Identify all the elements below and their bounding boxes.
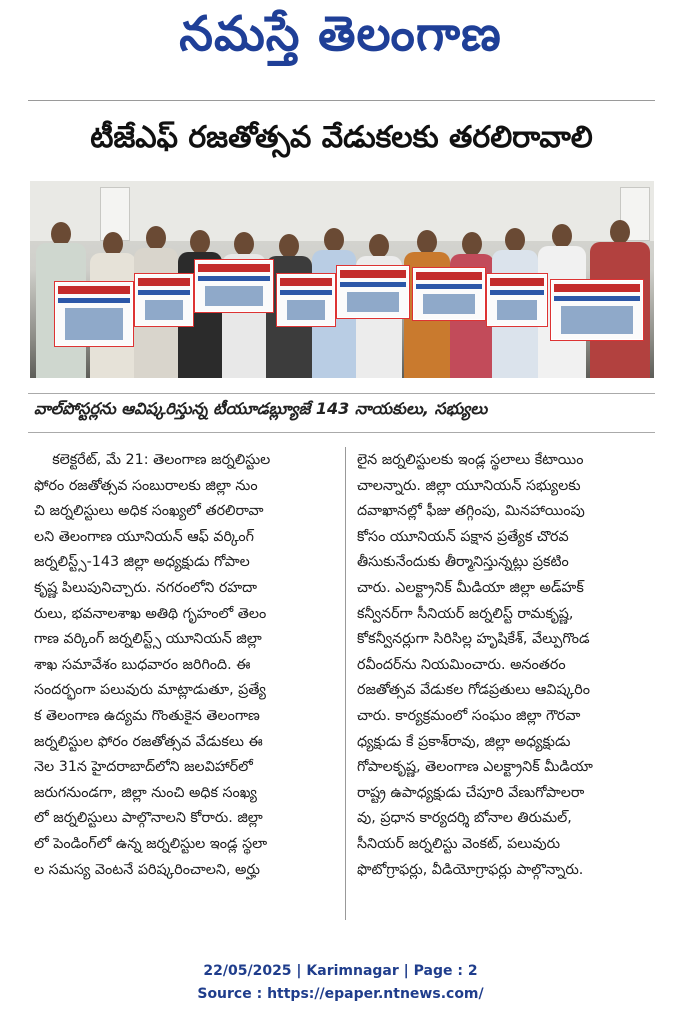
masthead-logo: నమస్తే తెలంగాణ <box>179 6 502 62</box>
article-line: చారు. కార్యక్రమంలో సంఘం జిల్లా గౌరవా <box>357 707 581 724</box>
article-line: జర్నలిస్టుల ఫోరం రజతోత్సవ వేడుకలు ఈ <box>34 733 263 750</box>
article-line: రజతోత్సవ వేడుకల గోడప్రతులు ఆవిష్కరిం <box>357 682 590 699</box>
article-line: గోపాలకృష్ణ, తెలంగాణ ఎలక్ట్రానిక్ మీడియా <box>357 759 593 776</box>
footer-publication-info: 22/05/2025 | Karimnagar | Page : 2 <box>203 963 478 979</box>
article-line: కలెక్టరేట్, మే 21: తెలంగాణ జర్నలిస్టుల <box>52 452 271 468</box>
article-line: తీసుకునేందుకు తీర్మానిస్తున్నట్లు ప్రకటిం <box>357 554 569 571</box>
article-line: కోకన్వీనర్లుగా సిరిసిల్ల హృషికేశ్, వేల్పుగొండ <box>357 631 590 648</box>
wall-poster <box>336 265 410 319</box>
article-line: జరుగనుండగా, జిల్లా నుంచి అధిక సంఖ్య <box>34 784 257 801</box>
article-line: క తెలంగాణ ఉద్యమ గొంతుకైన తెలంగాణ <box>34 707 260 724</box>
article-line: లో పెండింగ్‌లో ఉన్న జర్నలిస్టుల ఇండ్ల స్థలా <box>34 835 268 852</box>
article-line: చి జర్నలిస్టులు అధిక సంఖ్యలో తరలిరావా <box>34 503 264 520</box>
article-line: చారు. ఎలక్ట్రానిక్ మీడియా జిల్లా అడ్‌హక్ <box>357 579 584 596</box>
wall-poster <box>550 279 644 341</box>
article-line: ధ్యక్షుడు కే ప్రకాశ్‌రావు, జిల్లా అధ్యక్షుడు <box>357 733 571 750</box>
caption-divider <box>28 393 655 394</box>
article-line: లైన జర్నలిస్టులకు ఇండ్ల స్థలాలు కేటాయిం <box>357 452 584 468</box>
article-line: ఫోరం రజతోత్సవ సంబురాలకు జిల్లా నుం <box>34 477 258 494</box>
article-line: గాణ వర్కింగ్ జర్నలిస్ట్స్ యూనియన్ జిల్లా <box>34 631 262 648</box>
article-line: జర్నలిస్ట్స్-143 జిల్లా అధ్యక్షుడు గోపాల <box>34 554 250 571</box>
article-line: ల సమస్య వెంటనే పరిష్కరించాలని, అర్హు <box>34 861 260 878</box>
masthead <box>0 0 681 80</box>
article-dateline: కలెక్టరేట్, మే 21: <box>52 452 149 468</box>
article-line: రులు, భవనాలశాఖ అతిథి గృహంలో తెలం <box>34 605 267 622</box>
wall-poster <box>54 281 134 347</box>
article-line: ఫొటోగ్రాఫర్లు, వీడియోగ్రాఫర్లు పాల్గొన్నారు. <box>357 861 584 878</box>
article-photo <box>30 181 654 378</box>
wall-poster <box>486 273 548 327</box>
article-headline: టీజేఎఫ్ రజతోత్సవ వేడుకలకు తరలిరావాలి <box>90 120 593 155</box>
article-line: నెల 31న హైదరాబాద్‌లోని జలవిహార్‌లో <box>34 759 253 776</box>
column-divider <box>345 447 346 920</box>
article-line: లని తెలంగాణ యూనియన్ ఆఫ్ వర్కింగ్ <box>34 528 254 545</box>
article-line: సీనియర్ జర్నలిస్టు వెంకట్, పలువురు <box>357 835 561 852</box>
footer-source-link[interactable]: Source : https://epaper.ntnews.com/ <box>197 986 484 1002</box>
article-column-left <box>34 448 329 883</box>
article-line: రవీందర్‌ను నియమించారు. అనంతరం <box>357 656 566 673</box>
article-line: దవాఖానల్లో ఫీజు తగ్గింపు, మినహాయింపు <box>357 503 585 520</box>
caption-divider <box>28 432 655 433</box>
wall-poster <box>276 273 336 327</box>
header-divider <box>28 100 655 101</box>
wall-poster <box>194 259 274 313</box>
photo-caption: వాల్‌పోస్టర్లను ఆవిష్కరిస్తున్న టీయూడబ్ల్యూజే 143 నాయకులు, సభ్యులు <box>34 399 488 418</box>
wall-poster <box>134 273 194 327</box>
article-line: కోసం యూనియన్ పక్షాన ప్రత్యేక చొరవ <box>357 528 569 545</box>
article-line: చాలన్నారు. జిల్లా యూనియన్ సభ్యులకు <box>357 477 581 494</box>
wall-poster <box>412 267 486 321</box>
article-line: శాఖ సమావేశం బుధవారం జరిగింది. ఈ <box>34 656 251 673</box>
article-line: లో జర్నలిస్టులు పాల్గొనాలని కోరారు. జిల్లా <box>34 810 263 827</box>
article-line: సందర్భంగా పలువురు మాట్లాడుతూ, ప్రత్యే <box>34 682 266 699</box>
article-line: కృష్ణ పిలుపునిచ్చారు. నగరంలోని రహదా <box>34 579 257 596</box>
article-line: రాష్ట్ర ఉపాధ్యక్షుడు చేపూరి వేణుగోపాలరా <box>357 784 585 801</box>
article-line: వు, ప్రధాన కార్యదర్శి బోనాల తిరుమల్, <box>357 810 572 827</box>
article-column-right <box>357 448 652 883</box>
article-line: కన్వీనర్‌గా సీనియర్ జర్నలిస్ట్ రామకృష్ణ, <box>357 605 574 622</box>
